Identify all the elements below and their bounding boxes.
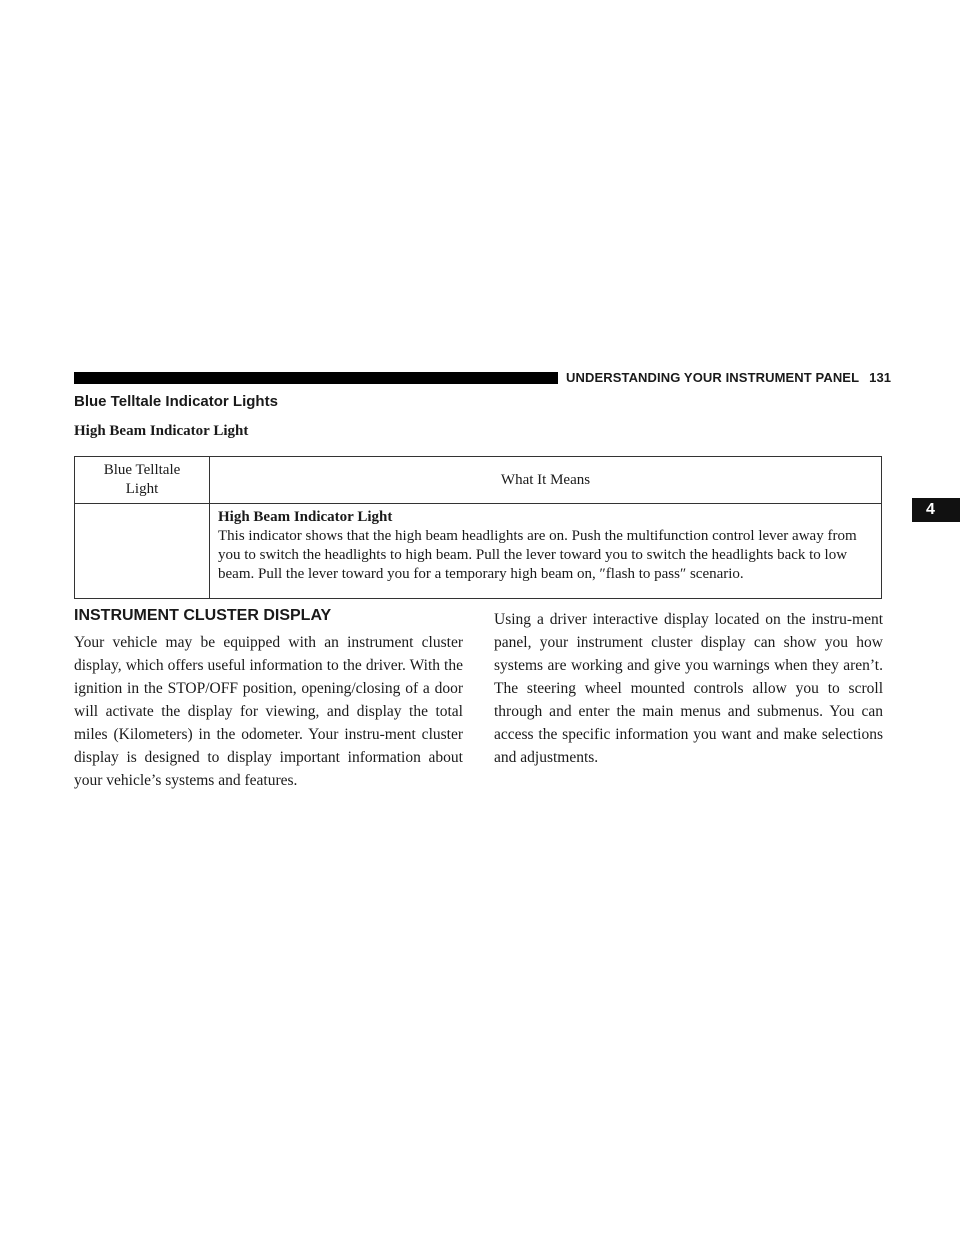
row-description: This indicator shows that the high beam headlights are on. Push the multifunction control lever away from you to switch the headlights to high beam. Pull the lever toward you to switch the headlights back to low beam. Pull the lever toward you for a temporary high beam on, ″flash to pass″ scenario. <box>218 528 857 582</box>
table-header-row <box>75 457 882 504</box>
chapter-tab[interactable]: 4 <box>912 498 960 522</box>
running-header <box>566 370 892 386</box>
subsection-title: Blue Telltale Indicator Lights <box>74 393 278 410</box>
row-title: High Beam Indicator Light <box>218 509 393 525</box>
header-rule-bar <box>74 372 558 384</box>
table-row <box>75 504 882 599</box>
section-heading: INSTRUMENT CLUSTER DISPLAY <box>74 607 332 624</box>
table-header-meaning: What It Means <box>210 457 882 504</box>
body-text-left: Your vehicle may be equipped with an instrument cluster display, which offers useful information to the driver. With the ignition in the STOP/OFF position, opening/closing of a door will activate the display for viewing, and display the total miles (Kilometers) in the odometer. Your instru-ment cluster display is designed to display important information about your vehicle’s systems and features. <box>74 634 463 789</box>
body-text-right: Using a driver interactive display located on the instru-ment panel, your instrument cluster display can show you how systems are working and give you warnings when they aren’t. The steering wheel mounted controls allow you to scroll through and enter the main menus and submenus. You can access the specific information you want and make selections and adjustments. <box>494 611 883 766</box>
table-header-light: Blue Telltale Light <box>75 457 210 504</box>
telltale-table <box>74 456 882 599</box>
table-description-cell <box>210 504 882 599</box>
minor-heading: High Beam Indicator Light <box>74 423 249 439</box>
running-header-title: UNDERSTANDING YOUR INSTRUMENT PANEL <box>566 370 860 385</box>
page-number: 131 <box>869 370 892 385</box>
high-beam-icon <box>75 504 210 599</box>
